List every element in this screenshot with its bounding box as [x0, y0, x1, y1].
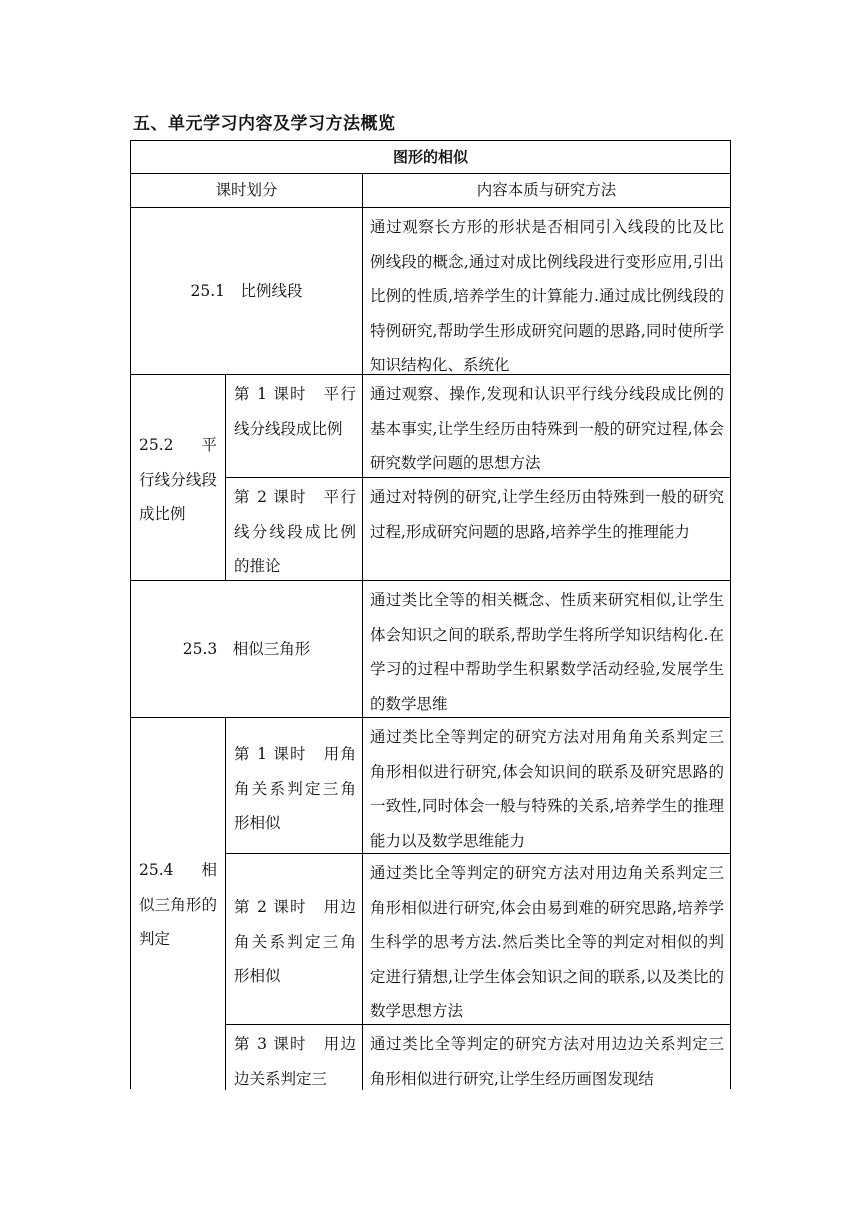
- lesson-content-25-2-2: 通过对特例的研究,让学生经历由特殊到一般的研究过程,形成研究问题的思路,培养学生的推理能力: [370, 488, 724, 541]
- lesson-content-25-4-1: 通过类比全等判定的研究方法对用角角关系判定三角形相似进行研究,体会知识间的联系及研究思路的一致性,同时体会一般与特殊的关系,培养学生的推理能力以及数学思维能力: [370, 728, 724, 850]
- col-header-content: 内容本质与研究方法: [476, 181, 617, 200]
- lesson-label-25-4-1: 第 1 课时 用角角关系判定三角形相似: [234, 745, 356, 832]
- col-header-period: 课时划分: [215, 181, 278, 200]
- section-content-25-1: 通过观察长方形的形状是否相同引入线段的比及比例线段的概念,通过对成比例线段进行变形应用,引出比例的性质,培养学生的计算能力.通过成比例线段的特例研究,帮助学生形成研究问题的思路,同时使所学知识结构化、系统化: [370, 218, 724, 374]
- lesson-content-25-2-1: 通过观察、操作,发现和认识平行线分线段成比例的基本事实,让学生经历由特殊到一般的研究过程,体会研究数学问题的思想方法: [370, 385, 724, 472]
- content-table: [130, 140, 731, 1089]
- section-label-25-4: 25.4 相似三角形的判定: [139, 861, 217, 948]
- lesson-label-25-2-2: 第 2 课时 平行线分线段成比例的推论: [234, 488, 356, 575]
- section-label-25-2: 25.2 平行线分线段成比例: [139, 436, 217, 523]
- lesson-label-25-2-1: 第 1 课时 平行线分线段成比例: [234, 385, 356, 438]
- lesson-content-25-4-3: 通过类比全等判定的研究方法对用边边关系判定三角形相似进行研究,让学生经历画图发现结: [370, 1035, 724, 1088]
- section-heading: 五、单元学习内容及学习方法概览: [133, 114, 396, 134]
- section-label-25-3: 25.3 相似三角形: [182, 639, 311, 658]
- lesson-label-25-4-2: 第 2 课时 用边角关系判定三角形相似: [234, 898, 356, 985]
- lesson-label-25-4-3: 第 3 课时 用边边关系判定三: [234, 1035, 356, 1088]
- section-content-25-3: 通过类比全等的相关概念、性质来研究相似,让学生体会知识之间的联系,帮助学生将所学知识结构化.在学习的过程中帮助学生积累数学活动经验,发展学生的数学思维: [370, 591, 724, 713]
- lesson-content-25-4-2: 通过类比全等判定的研究方法对用边角关系判定三角形相似进行研究,体会由易到难的研究思路,培养学生科学的思考方法.然后类比全等的判定对相似的判定进行猜想,让学生体会知识之间的联系,以及类比的数学思想方法: [370, 864, 724, 1020]
- table-title: 图形的相似: [392, 147, 468, 166]
- section-label-25-1: 25.1 比例线段: [190, 281, 303, 300]
